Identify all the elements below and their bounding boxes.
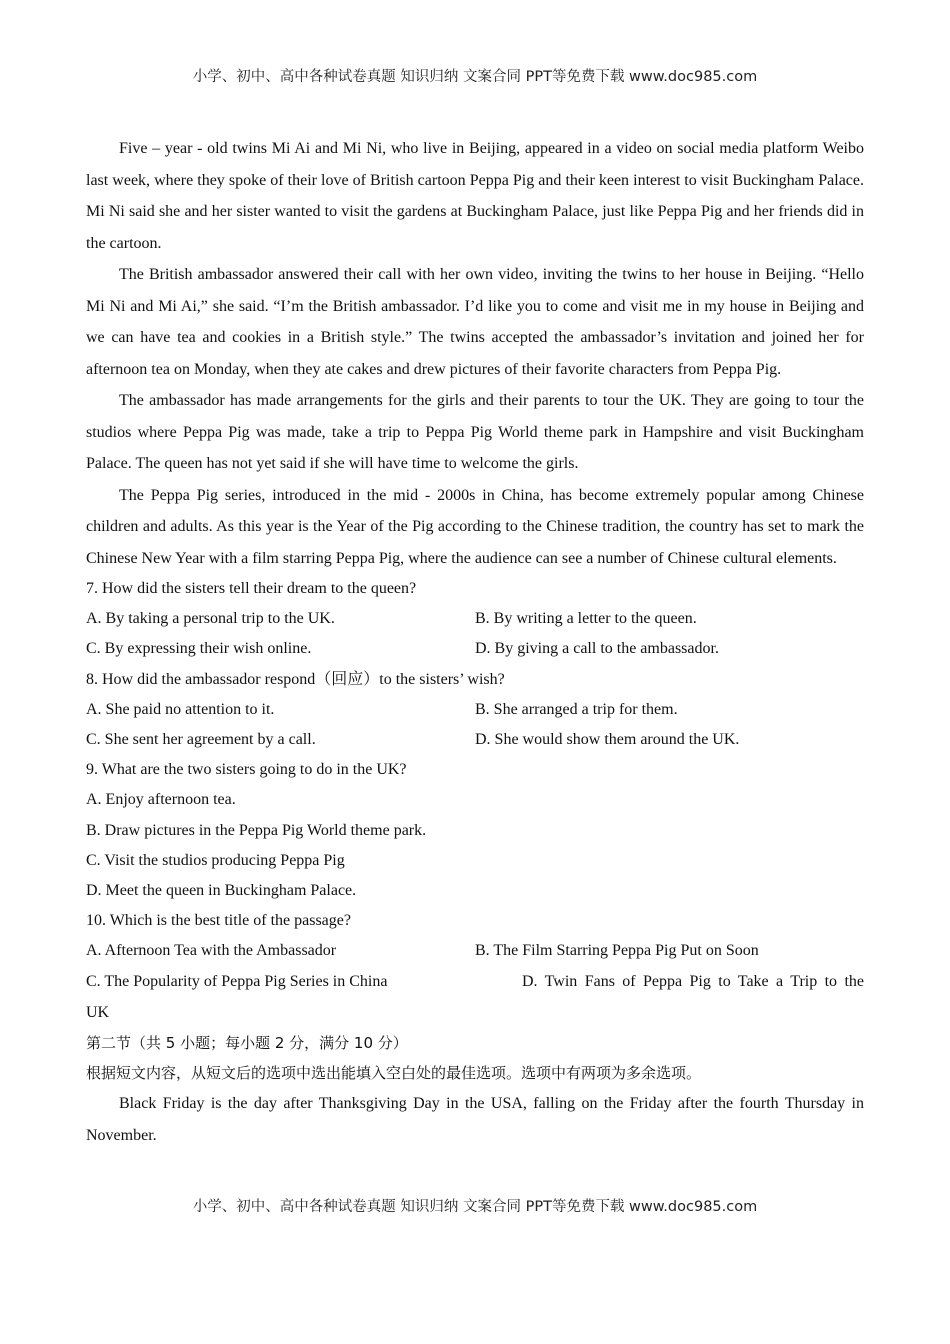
option-a: A. She paid no attention to it. xyxy=(86,700,275,718)
option-row xyxy=(86,695,864,725)
option-c: C. Visit the studios producing Peppa Pig xyxy=(86,851,345,869)
passage-paragraph-black-friday: Black Friday is the day after Thanksgiving Day in the USA, falling on the Friday after the fourth Thursday in November. xyxy=(86,1095,864,1145)
question-stem: 9. What are the two sisters going to do in the UK? xyxy=(86,761,407,779)
option-row xyxy=(86,967,864,997)
question-10 xyxy=(86,906,864,1028)
option-row xyxy=(86,725,864,755)
option-row xyxy=(86,634,864,664)
question-stem: 8. How did the ambassador respond（回应）to the sisters’ wish? xyxy=(86,670,505,688)
option-a: A. By taking a personal trip to the UK. xyxy=(86,610,335,628)
question-9 xyxy=(86,755,864,906)
option-b: B. She arranged a trip for them. xyxy=(475,700,678,718)
option-b: B. The Film Starring Peppa Pig Put on Soon xyxy=(475,942,759,960)
passage-paragraph-4: The Peppa Pig series, introduced in the mid - 2000s in China, has become extremely popular among Chinese children and adults. As this year is the Year of the Pig according to the Chinese tradition, the country has set to mark the Chinese New Year with a film starring Peppa Pig, where the audience can see a number of Chinese cultural elements. xyxy=(86,486,864,567)
page-footer: 小学、初中、高中各种试卷真题 知识归纳 文案合同 PPT等免费下载 www.doc985.com xyxy=(192,1199,758,1215)
option-d: D. By giving a call to the ambassador. xyxy=(475,640,719,658)
option-c: C. The Popularity of Peppa Pig Series in China xyxy=(86,972,388,990)
exam-content xyxy=(86,133,864,1152)
passage-paragraph-1: Five – year - old twins Mi Ai and Mi Ni, who live in Beijing, appeared in a video on social media platform Weibo last week, where they spoke of their love of British cartoon Peppa Pig and their keen interest to visit Buckingham Palace. Mi Ni said she and her sister wanted to visit the gardens at Buckingham Palace, just like Peppa Pig and her friends did in the cartoon. xyxy=(86,140,864,252)
question-stem: 10. Which is the best title of the passage? xyxy=(86,912,351,930)
option-row xyxy=(86,936,864,966)
option-c: C. By expressing their wish online. xyxy=(86,640,312,658)
section-instruction: 根据短文内容，从短文后的选项中选出能填入空白处的最佳选项。选项中有两项为多余选项。 xyxy=(86,1064,702,1083)
option-d: D. Twin Fans of Peppa Pig to Take a Trip to the xyxy=(522,972,864,990)
question-stem: 7. How did the sisters tell their dream to the queen? xyxy=(86,580,417,597)
option-row xyxy=(86,604,864,634)
passage-paragraph-3: The ambassador has made arrangements for the girls and their parents to tour the UK. They are going to tour the studios where Peppa Pig was made, take a trip to Peppa Pig World theme park in Hampshire and visit Buckingham Palace. The queen has not yet said if she will have time to welcome the girls. xyxy=(86,392,864,472)
page-header: 小学、初中、高中各种试卷真题 知识归纳 文案合同 PPT等免费下载 www.doc985.com xyxy=(192,69,758,85)
passage-paragraph-2: The British ambassador answered their call with her own video, inviting the twins to her house in Beijing. “Hello Mi Ni and Mi Ai,” she said. “I’m the British ambassador. I’d like you to come and visit me in my house in Beijing and we can have tea and cookies in a British style.” The twins accepted the ambassador’s invitation and joined her for afternoon tea on Monday, when they ate cakes and drew pictures of their favorite characters from Peppa Pig. xyxy=(86,266,864,378)
option-b: B. Draw pictures in the Peppa Pig World theme park. xyxy=(86,821,427,839)
option-b: B. By writing a letter to the queen. xyxy=(475,610,697,628)
section-heading: 第二节（共 5 小题；每小题 2 分，满分 10 分） xyxy=(86,1033,408,1052)
option-d: D. She would show them around the UK. xyxy=(475,731,740,749)
option-a: A. Enjoy afternoon tea. xyxy=(86,791,236,809)
option-c: C. She sent her agreement by a call. xyxy=(86,731,316,749)
option-a: A. Afternoon Tea with the Ambassador xyxy=(86,942,337,960)
question-8 xyxy=(86,665,864,756)
option-d-continuation: UK xyxy=(86,1003,110,1021)
option-d: D. Meet the queen in Buckingham Palace. xyxy=(86,882,357,900)
question-7 xyxy=(86,574,864,665)
